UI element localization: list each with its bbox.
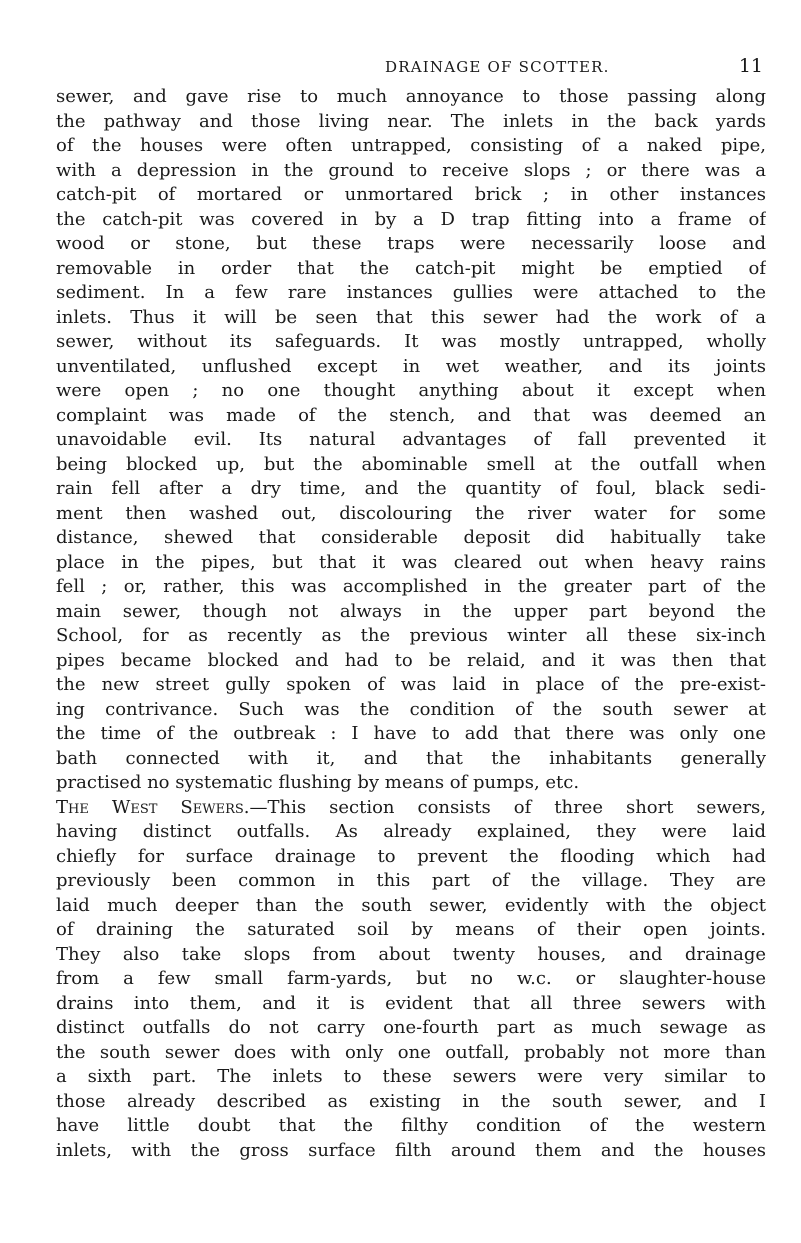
- text-line: inlets, with the gross surface filth around them and the houses: [56, 1139, 766, 1161]
- text-line: ment then washed out, discolouring the river water for some: [56, 502, 766, 524]
- text-line: laid much deeper than the south sewer, evidently with the object: [56, 894, 766, 916]
- text-line: being blocked up, but the abominable smell at the outfall when: [56, 453, 766, 475]
- section-lead-text: —This section consists of three short sewers,: [249, 796, 766, 818]
- text-line: complaint was made of the stench, and that was deemed an: [56, 404, 766, 426]
- text-line: the new street gully spoken of was laid in place of the pre-exist-: [56, 674, 766, 695]
- text-line: inlets. Thus it will be seen that this sewer had the work of a: [56, 306, 766, 328]
- text-line: the south sewer does with only one outfall, probably not more than: [56, 1041, 766, 1063]
- text-line: pipes became blocked and had to be relaid, and it was then that: [56, 649, 766, 671]
- text-line: School, for as recently as the previous winter all these six-inch: [56, 625, 766, 646]
- text-line: fell ; or, rather, this was accomplished in the greater part of the: [56, 576, 766, 597]
- text-line: chiefly for surface drainage to prevent the flooding which had: [56, 845, 766, 867]
- text-line: unavoidable evil. Its natural advantages of fall prevented it: [56, 429, 766, 450]
- text-line: those already described as existing in the south sewer, and I: [56, 1090, 766, 1112]
- text-line: the pathway and those living near. The inlets in the back yards: [56, 110, 766, 132]
- text-line: They also take slops from about twenty houses, and drainage: [56, 943, 766, 965]
- text-line: of draining the saturated soil by means of their open joints.: [56, 919, 766, 940]
- section-lead-line: [56, 796, 766, 821]
- text-line: wood or stone, but these traps were necessarily loose and: [56, 233, 766, 254]
- text-line: the catch-pit was covered in by a D trap fitting into a frame of: [56, 208, 766, 230]
- text-line: place in the pipes, but that it was cleared out when heavy rains: [56, 551, 766, 573]
- text-line: from a few small farm-yards, but no w.c. or slaughter-house: [56, 968, 766, 989]
- text-line: drains into them, and it is evident that all three sewers with: [56, 992, 766, 1014]
- text-line: have little doubt that the filthy condition of the western: [56, 1115, 766, 1136]
- text-line: distinct outfalls do not carry one-fourth part as much sewage as: [56, 1017, 766, 1038]
- section-heading: The West Sewers.: [56, 796, 250, 818]
- text-line: sewer, and gave rise to much annoyance to those passing along: [56, 86, 766, 107]
- body-text: [56, 85, 766, 1163]
- text-line: rain fell after a dry time, and the quantity of foul, black sedi-: [56, 478, 766, 499]
- text-line: practised no systematic flushing by means of pumps, etc.: [56, 772, 580, 793]
- text-line: unventilated, unflushed except in wet weather, and its joints: [56, 355, 766, 377]
- text-line: a sixth part. The inlets to these sewers were very similar to: [56, 1066, 766, 1087]
- page-number: 11: [738, 55, 763, 77]
- text-line: previously been common in this part of the village. They are: [56, 870, 766, 891]
- text-line: the time of the outbreak : I have to add that there was only one: [56, 723, 766, 744]
- text-line: main sewer, though not always in the upper part beyond the: [56, 600, 766, 622]
- text-line: catch-pit of mortared or unmortared brick ; in other instances: [56, 184, 766, 205]
- running-title: DRAINAGE OF SCOTTER.: [385, 58, 610, 76]
- text-line: sewer, without its safeguards. It was mostly untrapped, wholly: [56, 331, 766, 352]
- text-line: distance, shewed that considerable deposit did habitually take: [56, 527, 766, 548]
- text-line: were open ; no one thought anything about it except when: [56, 380, 766, 401]
- text-line: having distinct outfalls. As already explained, they were laid: [56, 821, 766, 842]
- text-line: with a depression in the ground to receive slops ; or there was a: [56, 159, 766, 181]
- text-line: of the houses were often untrapped, consisting of a naked pipe,: [56, 135, 766, 156]
- text-line: ing contrivance. Such was the condition of the south sewer at: [56, 698, 766, 720]
- text-line: bath connected with it, and that the inhabitants generally: [56, 747, 766, 769]
- text-line: sediment. In a few rare instances gullies were attached to the: [56, 282, 766, 303]
- text-line: removable in order that the catch-pit might be emptied of: [56, 257, 766, 279]
